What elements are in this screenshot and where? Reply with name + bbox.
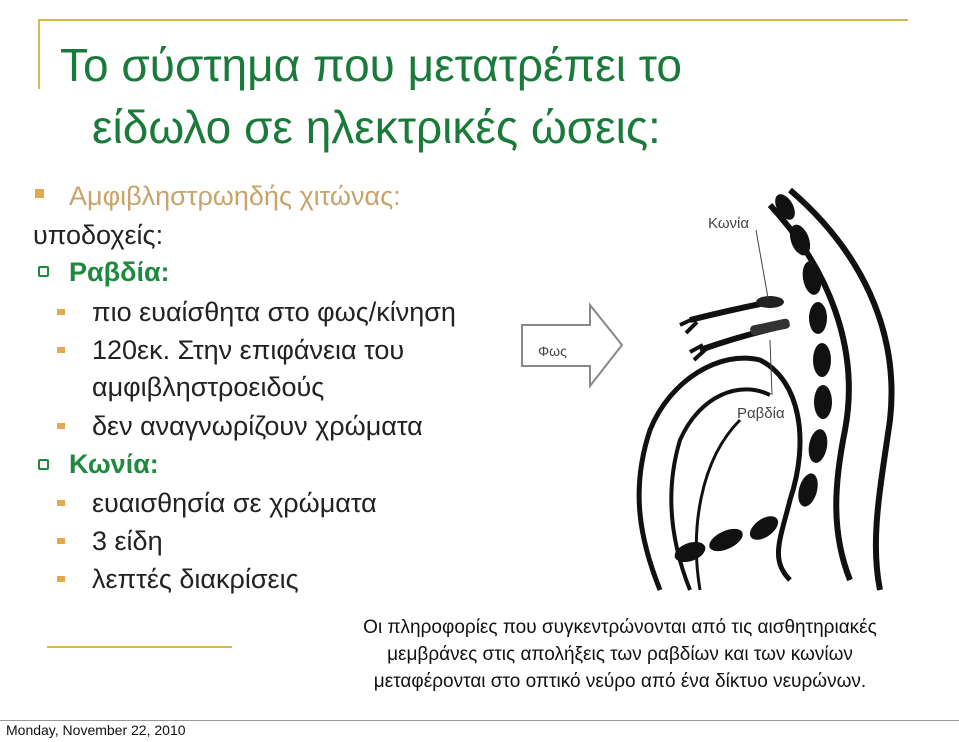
footer-divider (0, 720, 959, 721)
title-line-2: είδωλο σε ηλεκτρικές ώσεις: (92, 101, 661, 153)
checkbox-bullet-icon (38, 459, 49, 470)
bullet-icon (57, 309, 65, 315)
rods-label: Ραβδία: (69, 257, 170, 287)
rods-item: αμφιβληστροειδούς (92, 372, 325, 402)
bottom-rule (47, 646, 232, 648)
rods-item: δεν αναγνωρίζουν χρώματα (92, 411, 423, 441)
subheading: υποδοχείς: (33, 220, 164, 250)
heading: Αμφιβληστρωηδής χιτώνας: (69, 181, 401, 211)
caption-line-3: μεταφέρονται στο οπτικό νεύρο από ένα δίκτυο νευρώνων. (373, 671, 867, 692)
caption (290, 614, 950, 695)
caption-line-1: Οι πληροφορίες που συγκεντρώνονται από τις αισθητηριακές (363, 617, 877, 638)
rod-label: Ραβδία (737, 405, 785, 422)
cones-item: ευαισθησία σε χρώματα (92, 488, 377, 518)
footer-date: Monday, November 22, 2010 (6, 722, 186, 738)
title-line-1: Το σύστημα που μετατρέπει το (60, 39, 682, 91)
cones-label: Κωνία: (69, 449, 159, 479)
bullet-icon (57, 347, 65, 353)
retina-diagram (520, 185, 950, 595)
bullet-icon (57, 423, 65, 429)
top-rule (38, 19, 908, 21)
rods-item: 120εκ. Στην επιφάνεια του (92, 335, 405, 365)
cones-item: λεπτές διακρίσεις (92, 564, 299, 594)
slide-title (60, 34, 682, 158)
bullet-icon (57, 538, 65, 544)
pigment-cells (672, 191, 832, 566)
cone-label: Κωνία (708, 215, 750, 232)
light-label: Φως (538, 343, 567, 359)
checkbox-bullet-icon (38, 266, 49, 277)
caption-line-2: μεμβράνες στις απολήξεις των ραβδίων και των κωνίων (387, 644, 853, 665)
square-bullet-icon (35, 189, 44, 198)
light-arrow (522, 305, 622, 386)
left-rule (38, 19, 40, 89)
bullet-icon (57, 500, 65, 506)
cones-item: 3 είδη (92, 526, 163, 556)
bullet-icon (57, 576, 65, 582)
rods-item: πιο ευαίσθητα στο φως/κίνηση (92, 297, 456, 327)
